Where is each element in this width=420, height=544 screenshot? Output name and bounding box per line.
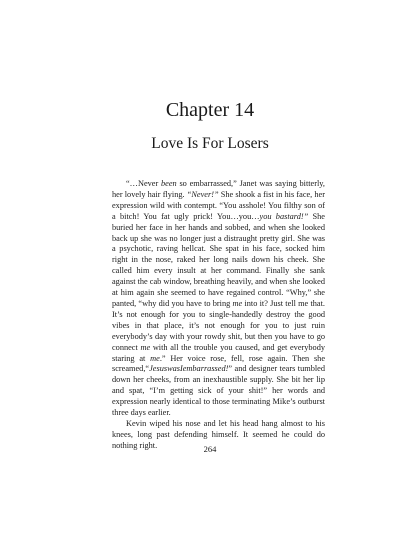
- italic-run: you bastard!”: [259, 211, 309, 221]
- page-number: 264: [203, 444, 217, 454]
- chapter-title: Love Is For Losers: [151, 135, 269, 152]
- italic-run: JesuswasIembarrassed!: [149, 364, 229, 374]
- italic-run: me: [232, 298, 243, 308]
- body-text: [112, 179, 325, 452]
- italic-run: me: [140, 342, 151, 352]
- paragraph-2: Kevin wiped his nose and let his head hang almost to his knees, long past defending himself. It seemed he could do nothing right.: [112, 418, 325, 450]
- italic-run: been: [161, 179, 177, 188]
- chapter-number: Chapter 14: [165, 99, 255, 121]
- italic-run: “Never!”: [186, 189, 219, 199]
- paragraph-1: “…Never been so embarrassed,” Janet was saying bitterly, her lovely hair flying. “Never!” She shook a fist in his face, her expression wild with contempt. “You asshole! You filthy son of a bitch! You fat ugly prick! You…you…you bastard!” She buried her face in her hands and sobbed, and when she looked back up she was no longer just a distraught pretty girl. She was a psychotic, raving hellcat. She spat in his face, socked him right in the nose, raked her long nails down his cheek. She called him every insult at her command. Finally she sank against the cab window, breathing heavily, and when she looked at him again she seemed to have regained control. “Why,” she panted, “why did you have to bring me into it? Just tell me that. It’s not enough for you to single-handedly destroy the good vibes in that place, it’s not enough for you to just ruin everybody’s day with your rowdy shit, but then you have to go connect me with all the trouble you caused, and get everybody staring at me.” Her voice rose, fell, rose again. Then she screamed,“JesuswasIembarrassed!” and designer tears tumbled down her cheeks, from an inexhaustible supply. She bit her lip and spat, “I’m getting sick of your shit!” her words and expression nearly identical to those terminating Mike’s outburst three days earlier.: [112, 179, 326, 418]
- italic-run: me: [150, 353, 160, 363]
